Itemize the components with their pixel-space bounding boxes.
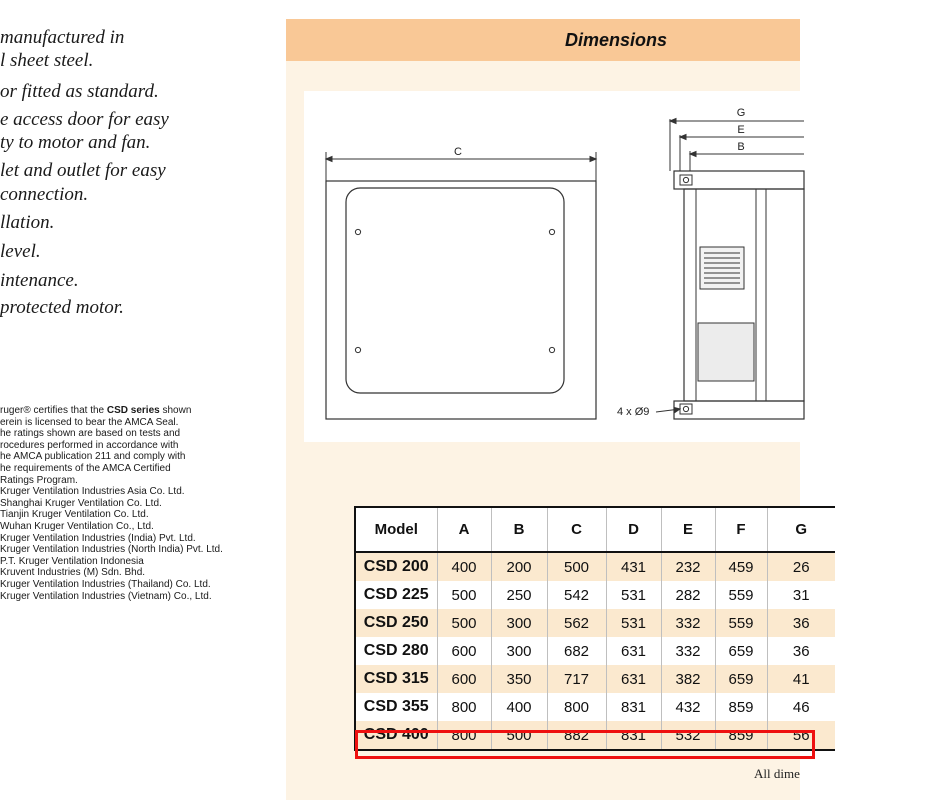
table-cell: 631 bbox=[606, 637, 661, 665]
table-cell: 232 bbox=[661, 552, 715, 581]
table-cell: 41 bbox=[767, 665, 835, 693]
table-cell: 400 bbox=[491, 693, 547, 721]
table-cell: 559 bbox=[715, 581, 767, 609]
table-cell: 200 bbox=[491, 552, 547, 581]
table-cell: 659 bbox=[715, 637, 767, 665]
feature-line: l sheet steel. bbox=[0, 50, 94, 71]
table-cell: 800 bbox=[547, 693, 606, 721]
table-cell: 31 bbox=[767, 581, 835, 609]
table-cell: 282 bbox=[661, 581, 715, 609]
table-cell: 400 bbox=[437, 552, 491, 581]
table-row bbox=[355, 665, 835, 693]
label-g: G bbox=[736, 107, 746, 119]
certification-line: erein is licensed to bear the AMCA Seal. bbox=[0, 416, 179, 428]
registered-mark: ® bbox=[23, 405, 31, 416]
company-name: Shanghai Kruger Ventilation Co. Ltd. bbox=[0, 497, 162, 509]
table-cell: 250 bbox=[491, 581, 547, 609]
mounting-holes-note: 4 x Ø9 bbox=[617, 406, 650, 418]
table-cell: 831 bbox=[606, 721, 661, 750]
table-cell: 382 bbox=[661, 665, 715, 693]
label-c: C bbox=[454, 146, 462, 158]
table-cell: 800 bbox=[437, 693, 491, 721]
feature-line: protected motor. bbox=[0, 297, 124, 318]
model-cell: CSD 280 bbox=[355, 637, 437, 665]
certification-line: rocedures performed in accordance with bbox=[0, 439, 179, 451]
panel-header bbox=[286, 19, 800, 61]
table-cell: 531 bbox=[606, 609, 661, 637]
series-name: CSD series bbox=[106, 405, 160, 416]
table-row bbox=[355, 552, 835, 581]
column-header-model: Model bbox=[355, 507, 437, 552]
table-cell: 659 bbox=[715, 665, 767, 693]
company-name: Kruger Ventilation Industries (North India) Pvt. Ltd. bbox=[0, 544, 223, 556]
certification-line: Ratings Program. bbox=[0, 474, 78, 486]
column-header-a: A bbox=[437, 507, 491, 552]
table-row bbox=[355, 581, 835, 609]
side-view bbox=[656, 119, 804, 420]
label-e: E bbox=[737, 124, 745, 136]
table-cell: 532 bbox=[661, 721, 715, 750]
table-cell: 600 bbox=[437, 665, 491, 693]
table-cell: 682 bbox=[547, 637, 606, 665]
model-cell: CSD 315 bbox=[355, 665, 437, 693]
table-cell: 717 bbox=[547, 665, 606, 693]
table-row bbox=[355, 637, 835, 665]
table-cell: 500 bbox=[491, 721, 547, 750]
table-cell: 500 bbox=[547, 552, 606, 581]
company-name: Kruger Ventilation Industries Asia Co. Ltd. bbox=[0, 486, 185, 498]
column-header-e: E bbox=[661, 507, 715, 552]
certification-line: he ratings shown are based on tests and bbox=[0, 428, 181, 440]
table-cell: 26 bbox=[767, 552, 835, 581]
feature-line: llation. bbox=[0, 212, 55, 233]
company-name: Wuhan Kruger Ventilation Co., Ltd. bbox=[0, 520, 154, 532]
table-cell: 531 bbox=[606, 581, 661, 609]
footnote: All dime bbox=[754, 766, 800, 781]
feature-line: manufactured in bbox=[0, 27, 125, 48]
company-name: Kruvent Industries (M) Sdn. Bhd. bbox=[0, 567, 146, 579]
table-row-highlighted bbox=[355, 721, 835, 750]
company-name: P.T. Kruger Ventilation Indonesia bbox=[0, 555, 144, 567]
table-row bbox=[355, 609, 835, 637]
model-cell: CSD 355 bbox=[355, 693, 437, 721]
table-cell: 300 bbox=[491, 609, 547, 637]
table-cell: 459 bbox=[715, 552, 767, 581]
table-cell: 882 bbox=[547, 721, 606, 750]
column-header-d: D bbox=[606, 507, 661, 552]
label-b: B bbox=[737, 141, 745, 153]
table-cell: 800 bbox=[437, 721, 491, 750]
column-header-b: B bbox=[491, 507, 547, 552]
table-cell: 36 bbox=[767, 637, 835, 665]
drawing-svg bbox=[304, 91, 800, 442]
table-cell: 600 bbox=[437, 637, 491, 665]
table-cell: 300 bbox=[491, 637, 547, 665]
table-cell: 56 bbox=[767, 721, 835, 750]
column-header-f: F bbox=[715, 507, 767, 552]
certification-line: ruger® certifies that the CSD series shown bbox=[0, 405, 192, 416]
table-cell: 500 bbox=[437, 581, 491, 609]
feature-line: let and outlet for easy bbox=[0, 160, 166, 181]
feature-line: or fitted as standard. bbox=[0, 81, 159, 102]
company-name: Kruger Ventilation Industries (India) Pvt. Ltd. bbox=[0, 532, 196, 544]
table-cell: 332 bbox=[661, 637, 715, 665]
feature-line: ty to motor and fan. bbox=[0, 132, 151, 153]
model-cell: CSD 250 bbox=[355, 609, 437, 637]
certification-block bbox=[0, 405, 280, 602]
company-name: Tianjin Kruger Ventilation Co. Ltd. bbox=[0, 509, 149, 521]
table-cell: 431 bbox=[606, 552, 661, 581]
table-cell: 36 bbox=[767, 609, 835, 637]
table-header-row bbox=[355, 507, 835, 552]
feature-line: e access door for easy bbox=[0, 109, 169, 130]
column-header-c: C bbox=[547, 507, 606, 552]
table-cell: 859 bbox=[715, 721, 767, 750]
table-cell: 350 bbox=[491, 665, 547, 693]
table-cell: 332 bbox=[661, 609, 715, 637]
feature-line: connection. bbox=[0, 184, 89, 205]
feature-line: level. bbox=[0, 241, 41, 262]
table-cell: 562 bbox=[547, 609, 606, 637]
table-cell: 432 bbox=[661, 693, 715, 721]
table-cell: 559 bbox=[715, 609, 767, 637]
certification-line: he requirements of the AMCA Certified bbox=[0, 462, 171, 474]
model-cell: CSD 200 bbox=[355, 552, 437, 581]
table-cell: 500 bbox=[437, 609, 491, 637]
table-row bbox=[355, 693, 835, 721]
front-view bbox=[326, 152, 596, 419]
company-name: Kruger Ventilation Industries (Vietnam) Co., Ltd. bbox=[0, 590, 212, 602]
certification-line: he AMCA publication 211 and comply with bbox=[0, 451, 186, 463]
table-cell: 46 bbox=[767, 693, 835, 721]
model-cell: CSD 225 bbox=[355, 581, 437, 609]
panel-title: Dimensions bbox=[564, 30, 668, 50]
company-name: Kruger Ventilation Industries (Thailand) Co. Ltd. bbox=[0, 578, 211, 590]
table-cell: 859 bbox=[715, 693, 767, 721]
feature-line: intenance. bbox=[0, 270, 79, 291]
table-cell: 831 bbox=[606, 693, 661, 721]
column-header-g: G bbox=[767, 507, 835, 552]
table-cell: 542 bbox=[547, 581, 606, 609]
table-cell: 631 bbox=[606, 665, 661, 693]
model-cell: CSD 400 bbox=[355, 721, 437, 750]
technical-drawing bbox=[304, 91, 800, 442]
dimensions-table bbox=[354, 506, 835, 751]
